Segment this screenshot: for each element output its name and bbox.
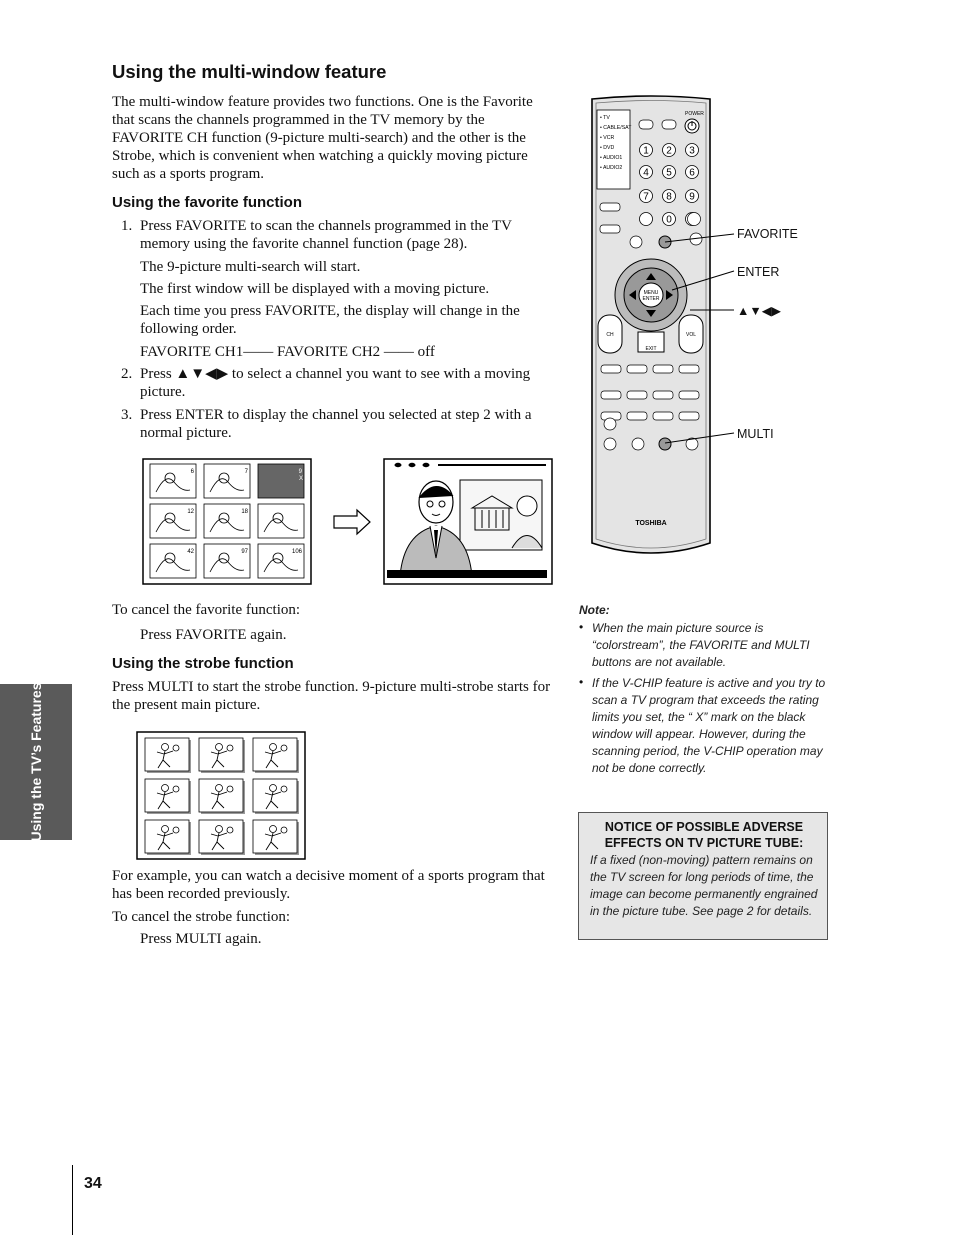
callout-favorite: FAVORITE bbox=[737, 227, 798, 241]
favorite-grid bbox=[150, 464, 304, 578]
strobe-cancel-action: Press MULTI again. bbox=[140, 931, 262, 947]
mode-label: • AUDIO2 bbox=[600, 165, 623, 171]
strobe-cancel: To cancel the strobe function: bbox=[112, 909, 291, 925]
digit-label: 2 bbox=[666, 145, 672, 157]
channel-number: 97 bbox=[241, 549, 248, 555]
channel-number: 6 bbox=[190, 469, 194, 475]
step-subtext: The first window will be displayed with a moving picture. bbox=[140, 281, 490, 297]
strobe-example: For example, you can watch a decisive moment of a sports program that has been recorded previously. bbox=[112, 868, 545, 902]
svg-text:EXIT: EXIT bbox=[645, 346, 657, 352]
favorite-cancel-action: Press FAVORITE again. bbox=[140, 627, 287, 643]
favorite-thumbnail bbox=[150, 464, 196, 498]
favorite-thumbnail bbox=[258, 504, 304, 538]
digit-label: 7 bbox=[643, 191, 649, 203]
channel-number: 12 bbox=[187, 509, 194, 515]
section-side-tab bbox=[0, 684, 72, 840]
note-label: Note: bbox=[579, 603, 610, 617]
arrow-right-icon bbox=[334, 510, 370, 534]
strobe-thumbnail bbox=[199, 779, 245, 814]
strobe-text: Press MULTI to start the strobe function. 9-picture multi-strobe starts for the present main picture. bbox=[112, 679, 551, 713]
notice-text: If a fixed (non-moving) pattern remains on the TV screen for long periods of time, the image can become permanently engrained in the picture tube. See page 2 for details. bbox=[590, 853, 818, 918]
favorite-thumbnail bbox=[258, 464, 304, 498]
strobe-heading: Using the strobe function bbox=[112, 655, 294, 672]
strobe-thumbnail bbox=[145, 738, 191, 773]
channel-number: 42 bbox=[187, 549, 194, 555]
digit-label: 0 bbox=[666, 214, 672, 226]
step-number: 1. bbox=[121, 218, 133, 234]
callout-lines bbox=[650, 220, 740, 450]
power-icon bbox=[685, 119, 699, 133]
svg-text:MENU: MENU bbox=[643, 290, 659, 296]
favorite-thumbnail bbox=[204, 504, 250, 538]
strobe-thumbnail bbox=[145, 779, 191, 814]
favorite-thumbnail bbox=[258, 544, 304, 578]
bullet: • bbox=[579, 675, 584, 689]
digit-label: 8 bbox=[666, 191, 672, 203]
svg-text:CH: CH bbox=[606, 332, 614, 338]
remote-button bbox=[601, 365, 621, 373]
vchip-mark: X bbox=[299, 476, 304, 482]
notice-box bbox=[578, 812, 828, 940]
digit-label: 5 bbox=[666, 167, 672, 179]
mode-label: • VCR bbox=[600, 135, 615, 141]
digit-label: 9 bbox=[689, 191, 695, 203]
channel-number: 7 bbox=[244, 469, 248, 475]
intro-paragraph: The multi-window feature provides two functions. One is the Favorite that scans the channels programmed in the TV memory by the FAVORITE CH function (9-picture multi-search) and the other is the Strobe, which is convenient when watching a quickly moving picture such as a sports program. bbox=[112, 94, 533, 182]
notice-title: NOTICE OF POSSIBLE ADVERSE EFFECTS ON TV PICTURE TUBE: bbox=[604, 820, 804, 850]
page-title: Using the multi-window feature bbox=[112, 61, 387, 82]
step-subtext: The 9-picture multi-search will start. bbox=[140, 259, 361, 275]
power-label: POWER bbox=[685, 111, 704, 117]
footer-divider bbox=[72, 1165, 73, 1235]
remote-brand: TOSHIBA bbox=[635, 520, 667, 527]
note-item: If the V-CHIP feature is active and you try to scan a TV program that exceeds the rating limits you set, the “ X” mark on the black window will appear. However, during the scanning period, the V-CHIP operation may not be done correctly. bbox=[592, 676, 826, 775]
strobe-thumbnail bbox=[199, 738, 245, 773]
step-text: Press ▲▼◀▶ to select a channel you want to see with a moving picture. bbox=[140, 366, 531, 400]
channel-number: 9 bbox=[298, 469, 302, 475]
favorite-illustration bbox=[142, 458, 554, 586]
favorite-thumbnail bbox=[150, 504, 196, 538]
svg-text:ENTER: ENTER bbox=[642, 296, 660, 302]
channel-number: 18 bbox=[241, 509, 248, 515]
favorite-order: FAVORITE CH1—— FAVORITE CH2 —— off bbox=[140, 344, 435, 360]
step-subtext: Each time you press FAVORITE, the display will change in the following order. bbox=[140, 303, 520, 337]
remote-button bbox=[627, 365, 647, 373]
full-picture bbox=[384, 459, 552, 584]
mode-label: • CABLE/SAT bbox=[600, 125, 632, 131]
step-number: 2. bbox=[121, 366, 133, 382]
remote-button bbox=[627, 391, 647, 399]
favorite-cancel: To cancel the favorite function: bbox=[112, 602, 301, 618]
page-number: 34 bbox=[84, 1175, 102, 1192]
strobe-grid bbox=[145, 738, 299, 855]
digit-label: 6 bbox=[689, 167, 695, 179]
svg-text:VOL: VOL bbox=[685, 332, 697, 338]
mode-label: • DVD bbox=[600, 145, 615, 151]
channel-number: 106 bbox=[291, 549, 302, 555]
favorite-thumbnail bbox=[204, 544, 250, 578]
favorite-heading: Using the favorite function bbox=[112, 194, 303, 211]
step-text: Press ENTER to display the channel you selected at step 2 with a normal picture. bbox=[140, 407, 532, 441]
callout-multi: MULTI bbox=[737, 427, 774, 441]
strobe-thumbnail bbox=[253, 820, 299, 855]
strobe-thumbnail bbox=[253, 738, 299, 773]
section-side-tab-label: Using the TV’s Features bbox=[28, 682, 44, 842]
strobe-thumbnail bbox=[199, 820, 245, 855]
strobe-illustration bbox=[136, 731, 306, 861]
note-item: When the main picture source is “colorstream”, the FAVORITE and MULTI buttons are not available. bbox=[592, 621, 810, 669]
digit-label: 1 bbox=[643, 145, 649, 157]
digit-label: 3 bbox=[689, 145, 695, 157]
bullet: • bbox=[579, 620, 584, 634]
callout-enter: ENTER bbox=[737, 265, 780, 279]
remote-button bbox=[601, 391, 621, 399]
mode-label: • AUDIO1 bbox=[600, 155, 623, 161]
favorite-thumbnail bbox=[204, 464, 250, 498]
mode-label: • TV bbox=[600, 115, 610, 121]
remote-button bbox=[627, 412, 647, 420]
digit-label: 4 bbox=[643, 167, 649, 179]
strobe-thumbnail bbox=[145, 820, 191, 855]
strobe-thumbnail bbox=[253, 779, 299, 814]
step-number: 3. bbox=[121, 407, 133, 423]
favorite-thumbnail bbox=[150, 544, 196, 578]
callout-arrows: ▲▼◀▶ bbox=[737, 304, 781, 318]
step-text: Press FAVORITE to scan the channels programmed in the TV memory using the favorite channel function (page 28). bbox=[140, 218, 512, 252]
